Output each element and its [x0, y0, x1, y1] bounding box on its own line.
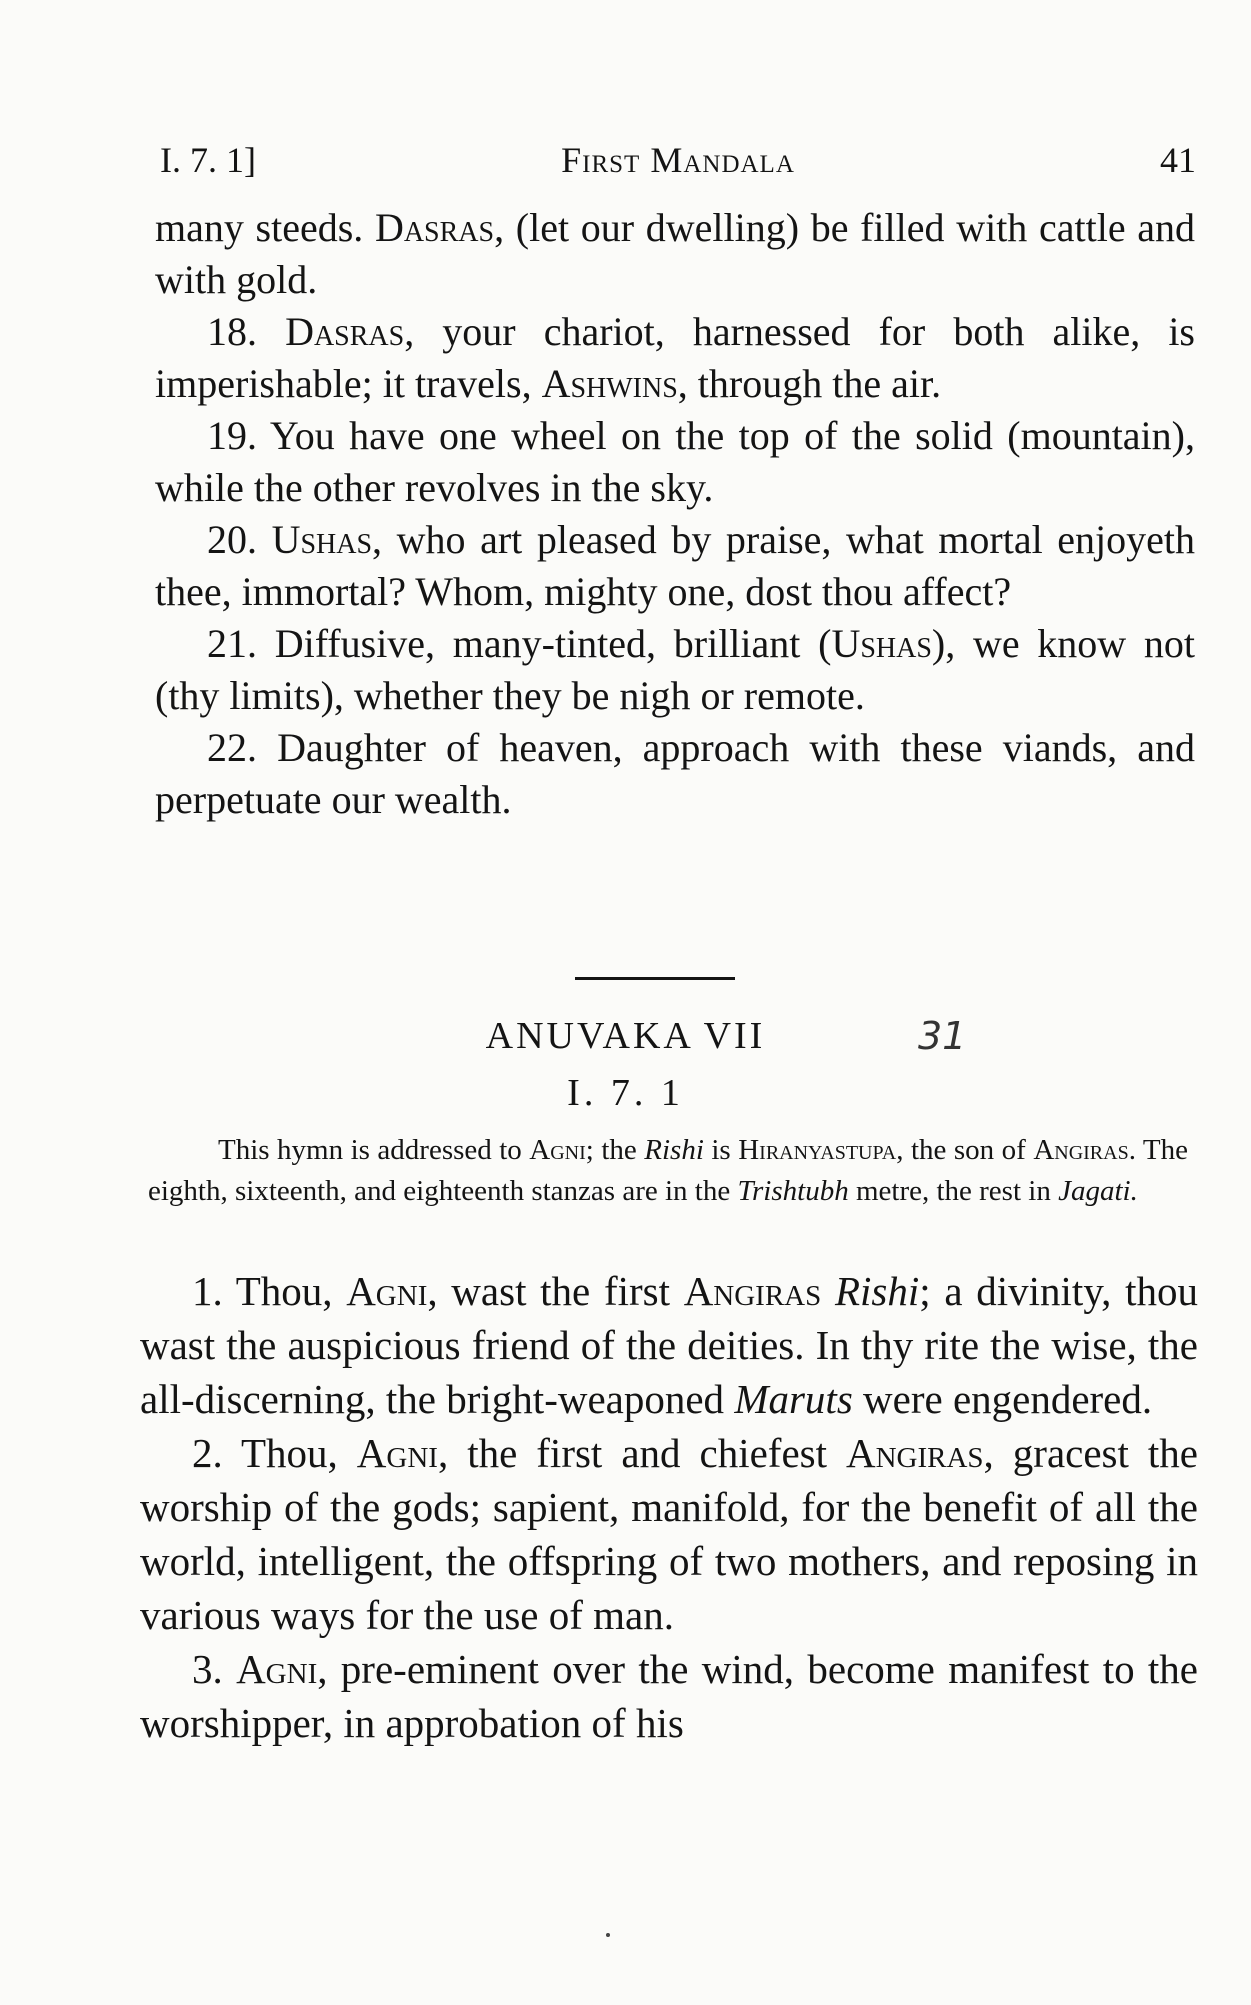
italic-term: Rishi — [834, 1268, 920, 1314]
rishi-name: Hiranyastupa, — [738, 1134, 904, 1166]
verse-22 — [155, 722, 1195, 826]
hymn-number: I. 7. 1 — [567, 1072, 684, 1114]
italic-term: Rishi — [644, 1134, 704, 1166]
verse-text: 20. — [207, 517, 272, 562]
verse-text — [821, 1268, 835, 1314]
verse-1 — [140, 1264, 1198, 1426]
top-verses — [155, 202, 1195, 826]
verse-text: who art pleased by praise, what mortal enjoyeth thee, immortal? Whom, mighty one, dost thou affect? — [155, 517, 1196, 614]
intro-span: metre, the rest in — [848, 1175, 1059, 1207]
verse-text: ; a divinity, thou wast the auspicious friend of the deities. In thy rite the wise, the all-discerning, the bright-weaponed — [140, 1268, 1198, 1422]
deity-name: Agni, — [356, 1430, 449, 1476]
verse-18 — [155, 306, 1195, 410]
verse-text: pre-eminent over the wind, become manifest to the worshipper, in approbation of his — [140, 1646, 1199, 1746]
page-number: 41 — [1160, 140, 1196, 180]
deity-name: Dasras, — [285, 309, 415, 354]
deity-name: Ushas — [831, 621, 932, 666]
verse-text: 2. Thou, — [192, 1430, 357, 1476]
handwritten-margin-note: 31 — [918, 1014, 967, 1058]
metre-name: Trishtubh — [737, 1175, 849, 1207]
section-title: ANUVAKA VII — [485, 1015, 766, 1057]
intro-span: ; the — [585, 1134, 645, 1166]
header-reference: I. 7. 1] — [160, 140, 256, 180]
verse-text: 21. Diffusive, many-tinted, brilliant ( — [207, 621, 832, 666]
intro-span: the son of — [903, 1134, 1034, 1166]
deity-name: Ashwins, — [541, 361, 688, 406]
intro-span: This hymn is addressed to — [218, 1134, 530, 1166]
verse-2 — [140, 1426, 1198, 1642]
deity-name: Angiras — [683, 1268, 822, 1314]
verse-text: (let our dwelling) be filled with cattle and with gold. — [155, 205, 1195, 302]
verse-text: ), we know not (thy limits), whether they be nigh or remote. — [155, 621, 1196, 718]
verse-3 — [140, 1642, 1198, 1750]
section-divider — [575, 977, 735, 980]
deity-name: Agni, — [236, 1646, 328, 1692]
print-speck — [606, 1933, 610, 1937]
verse-text: 3. — [192, 1646, 237, 1692]
deity-name: Ushas, — [271, 517, 383, 562]
verse-21 — [155, 618, 1195, 722]
hymn-introduction — [148, 1130, 1188, 1212]
metre-name: Jagati. — [1058, 1175, 1138, 1207]
hymn-verses — [140, 1264, 1198, 1750]
running-header — [160, 132, 1196, 188]
header-title: First Mandala — [561, 140, 795, 180]
verse-text: the first and chiefest — [448, 1430, 846, 1476]
intro-span: The eighth, sixteenth, and eighteenth stanzas are in the — [148, 1134, 1189, 1207]
italic-term: Maruts — [734, 1376, 853, 1422]
intro-text — [148, 1130, 1188, 1212]
verse-text: through the air. — [687, 361, 942, 406]
verse-text: gracest the worship of the gods; sapient, manifold, for the benefit of all the world, intelligent, the offspring of two mothers, and reposing in various ways for the use of man. — [140, 1430, 1198, 1638]
verse-19 — [155, 410, 1195, 514]
verse-text: 18. — [207, 309, 286, 354]
verse-text: wast the first — [437, 1268, 684, 1314]
deity-name: Agni — [529, 1134, 586, 1166]
verse-text: 22. Daughter of heaven, approach with these viands, and perpetuate our wealth. — [155, 725, 1195, 822]
intro-span: is — [703, 1134, 739, 1166]
verse-text: your chariot, harnessed for both alike, is imperishable; it travels, — [155, 309, 1195, 406]
verse-text: many steeds. — [155, 205, 375, 250]
verse-text: were engendered. — [852, 1376, 1153, 1422]
deity-name: Agni, — [346, 1268, 438, 1314]
deity-name: Angiras, — [845, 1430, 994, 1476]
rishi-parent-name: Angiras. — [1033, 1134, 1136, 1166]
verse-20 — [155, 514, 1195, 618]
verse-text: 1. Thou, — [192, 1268, 347, 1314]
verse-17-continued — [155, 202, 1195, 306]
verse-text: 19. You have one wheel on the top of the solid (mountain), while the other revolves in the sky. — [155, 413, 1195, 510]
deity-name: Dasras, — [374, 205, 505, 250]
